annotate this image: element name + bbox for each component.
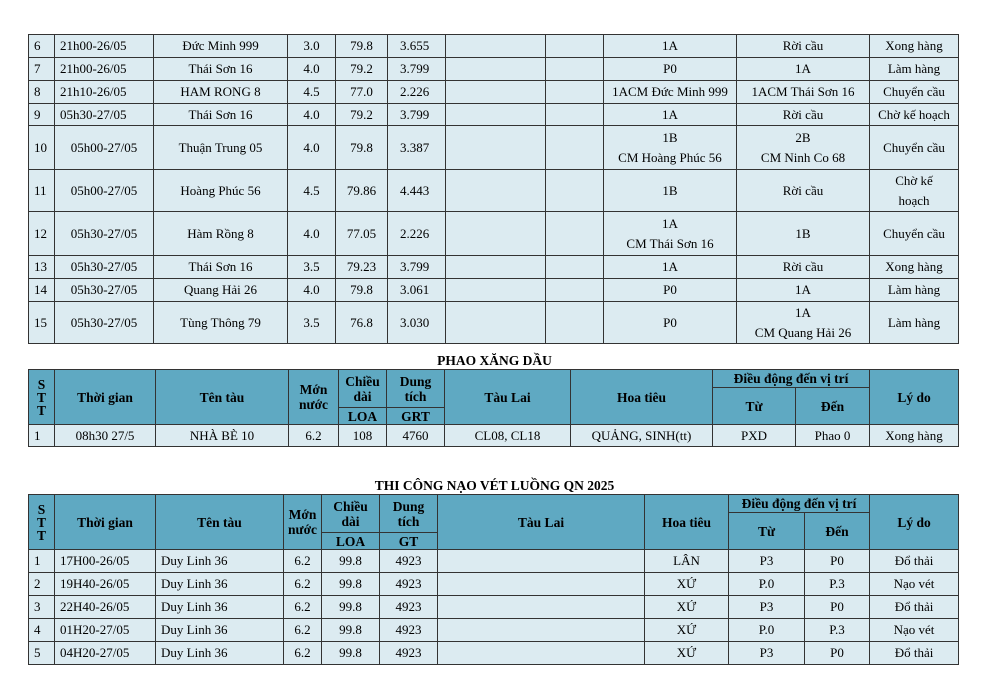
cell-to: [737, 279, 870, 302]
table-row: [29, 425, 959, 447]
cell-draft: 4.0: [288, 279, 336, 302]
header-gt: GT: [380, 533, 438, 550]
cell-time: 05h30-27/05: [55, 279, 154, 302]
cell-stt: 6: [29, 35, 55, 58]
cell-loa: 79.8: [336, 126, 388, 170]
table-row: [29, 642, 959, 665]
section-title-dredging: THI CÔNG NẠO VÉT LUỒNG QN 2025: [374, 478, 615, 493]
vessel-movement-table: [28, 34, 959, 344]
cell-line: 1B: [662, 129, 678, 145]
cell-from: [604, 256, 737, 279]
header-from: Từ: [713, 388, 796, 425]
cell-draft: 6.2: [284, 642, 322, 665]
cell-loa: 108: [339, 425, 387, 447]
cell-draft: 4.5: [288, 81, 336, 104]
cell-reason: [870, 170, 959, 212]
cell-grt: 2.226: [388, 81, 446, 104]
cell-line: 1A: [795, 282, 811, 297]
cell-pilot: [546, 170, 604, 212]
cell-tug: [446, 104, 546, 126]
cell-tug: [446, 212, 546, 256]
cell-from: P.0: [729, 619, 805, 642]
cell-tug: [446, 58, 546, 81]
cell-line: Rời cầu: [782, 259, 824, 274]
cell-ship: Duy Linh 36: [156, 596, 284, 619]
cell-reason: Đổ thải: [870, 596, 959, 619]
cell-grt: 3.061: [388, 279, 446, 302]
table-row: [29, 81, 959, 104]
cell-line: Xong hàng: [885, 38, 943, 53]
cell-ship: NHÀ BÈ 10: [156, 425, 289, 447]
cell-tug: [446, 81, 546, 104]
header-ship: Tên tàu: [156, 370, 289, 425]
cell-draft: 6.2: [284, 619, 322, 642]
header-pilot: Hoa tiêu: [571, 370, 713, 425]
cell-line: 1A: [662, 215, 678, 231]
cell-draft: 4.0: [288, 212, 336, 256]
cell-line: CM Quang Hải 26: [754, 324, 852, 340]
cell-to: P0: [805, 550, 870, 573]
header-grt: GRT: [387, 408, 445, 425]
cell-draft: 6.2: [284, 573, 322, 596]
cell-tug: [438, 642, 645, 665]
cell-ship: HAM RONG 8: [154, 81, 288, 104]
cell-time: 21h00-26/05: [55, 35, 154, 58]
cell-loa: 79.8: [336, 35, 388, 58]
header-draft: Mớn nước: [289, 370, 339, 425]
cell-reason: Nạo vét: [870, 619, 959, 642]
cell-ship: Duy Linh 36: [156, 642, 284, 665]
cell-grt: 3.387: [388, 126, 446, 170]
cell-line: 1A: [662, 106, 678, 122]
cell-loa: 79.86: [336, 170, 388, 212]
cell-ship: Duy Linh 36: [156, 573, 284, 596]
cell-line: Chờ kế: [895, 172, 933, 188]
cell-pilot: [546, 212, 604, 256]
cell-draft: 6.2: [284, 550, 322, 573]
cell-from: P3: [729, 550, 805, 573]
cell-stt: 15: [29, 302, 55, 344]
cell-stt: 5: [29, 642, 55, 665]
header-time: Thời gian: [55, 370, 156, 425]
header-reason: Lý do: [870, 495, 959, 550]
cell-gt: 4923: [380, 550, 438, 573]
cell-to: [737, 302, 870, 344]
fuel-buoy-table: [28, 369, 959, 447]
cell-loa: 99.8: [322, 573, 380, 596]
cell-tug: [438, 619, 645, 642]
header-ship: Tên tàu: [156, 495, 284, 550]
cell-reason: [870, 81, 959, 104]
cell-stt: 3: [29, 596, 55, 619]
cell-line: hoạch: [898, 192, 930, 208]
header-to: Đến: [805, 513, 870, 550]
cell-time: 05h30-27/05: [55, 212, 154, 256]
cell-gt: 4923: [380, 619, 438, 642]
table-row: [29, 212, 959, 256]
header-stt: S T T: [29, 370, 55, 425]
cell-grt: 4.443: [388, 170, 446, 212]
cell-reason: [870, 279, 959, 302]
cell-draft: 6.2: [289, 425, 339, 447]
header-time: Thời gian: [55, 495, 156, 550]
cell-tug: [446, 170, 546, 212]
cell-stt: 7: [29, 58, 55, 81]
cell-time: 21h10-26/05: [55, 81, 154, 104]
cell-time: 17H00-26/05: [55, 550, 156, 573]
cell-tug: [446, 35, 546, 58]
cell-time: 08h30 27/5: [55, 425, 156, 447]
cell-line: P0: [663, 314, 677, 330]
cell-stt: 10: [29, 126, 55, 170]
cell-ship: Thái Sơn 16: [154, 104, 288, 126]
header-loa: LOA: [322, 533, 380, 550]
cell-from: [604, 302, 737, 344]
cell-from: [604, 81, 737, 104]
cell-stt: 14: [29, 279, 55, 302]
table-row: [29, 550, 959, 573]
header-reason: Lý do: [870, 370, 959, 425]
cell-ship: Tùng Thông 79: [154, 302, 288, 344]
cell-reason: Đổ thải: [870, 642, 959, 665]
cell-line: Rời cầu: [782, 182, 824, 198]
cell-line: 1ACM Thái Sơn 16: [751, 84, 855, 99]
cell-from: PXD: [713, 425, 796, 447]
cell-pilot: [546, 81, 604, 104]
cell-grt: 4760: [387, 425, 445, 447]
cell-time: 21h00-26/05: [55, 58, 154, 81]
cell-line: CM Thái Sơn 16: [626, 235, 714, 251]
cell-stt: 11: [29, 170, 55, 212]
cell-ship: Thuận Trung 05: [154, 126, 288, 170]
cell-draft: 4.0: [288, 126, 336, 170]
header-stt: S T T: [29, 495, 55, 550]
cell-pilot: [546, 104, 604, 126]
cell-stt: 8: [29, 81, 55, 104]
cell-tug: [438, 596, 645, 619]
cell-line: 1A: [795, 304, 811, 320]
cell-pilot: [546, 256, 604, 279]
cell-to: P.3: [805, 619, 870, 642]
cell-line: P0: [663, 282, 677, 297]
table-row: [29, 596, 959, 619]
table-row: [29, 279, 959, 302]
cell-gt: 4923: [380, 596, 438, 619]
cell-from: [604, 212, 737, 256]
cell-time: 19H40-26/05: [55, 573, 156, 596]
cell-stt: 12: [29, 212, 55, 256]
cell-reason: [870, 104, 959, 126]
cell-time: 05h30-27/05: [55, 256, 154, 279]
cell-draft: 4.0: [288, 58, 336, 81]
cell-line: 1A: [795, 61, 811, 76]
header-from: Từ: [729, 513, 805, 550]
cell-grt: 2.226: [388, 212, 446, 256]
cell-line: 1A: [662, 38, 678, 53]
cell-loa: 99.8: [322, 619, 380, 642]
cell-loa: 99.8: [322, 596, 380, 619]
cell-to: [737, 170, 870, 212]
cell-tug: [438, 550, 645, 573]
cell-tug: CL08, CL18: [445, 425, 571, 447]
cell-reason: Đổ thải: [870, 550, 959, 573]
cell-pilot: [546, 58, 604, 81]
header-tug: Tàu Lai: [438, 495, 645, 550]
cell-stt: 4: [29, 619, 55, 642]
cell-line: Làm hàng: [887, 61, 941, 76]
cell-line: Chờ kế hoạch: [878, 106, 950, 122]
cell-gt: 4923: [380, 573, 438, 596]
cell-time: 01H20-27/05: [55, 619, 156, 642]
cell-tug: [446, 302, 546, 344]
cell-stt: 1: [29, 425, 55, 447]
cell-loa: 79.23: [336, 256, 388, 279]
cell-reason: [870, 35, 959, 58]
cell-ship: Đức Minh 999: [154, 35, 288, 58]
cell-ship: Duy Linh 36: [156, 550, 284, 573]
cell-tug: [446, 126, 546, 170]
cell-grt: 3.799: [388, 256, 446, 279]
cell-stt: 9: [29, 104, 55, 126]
cell-pilot: [546, 35, 604, 58]
cell-reason: Nạo vét: [870, 573, 959, 596]
cell-to: [737, 58, 870, 81]
cell-grt: 3.799: [388, 58, 446, 81]
cell-from: [604, 279, 737, 302]
cell-ship: Hoàng Phúc 56: [154, 170, 288, 212]
cell-tug: [438, 573, 645, 596]
table-row: [29, 126, 959, 170]
cell-to: [737, 35, 870, 58]
cell-line: 1B: [795, 225, 811, 241]
cell-loa: 79.8: [336, 279, 388, 302]
cell-time: 05h00-27/05: [55, 126, 154, 170]
cell-draft: 6.2: [284, 596, 322, 619]
cell-to: Phao 0: [796, 425, 870, 447]
cell-tug: [446, 279, 546, 302]
cell-pilot: QUẢNG, SINH(tt): [571, 425, 713, 447]
cell-tug: [446, 256, 546, 279]
table-row: [29, 302, 959, 344]
cell-ship: Quang Hải 26: [154, 279, 288, 302]
table-row: [29, 170, 959, 212]
cell-grt: 3.030: [388, 302, 446, 344]
cell-loa: 79.2: [336, 104, 388, 126]
cell-to: P.3: [805, 573, 870, 596]
table-row: [29, 35, 959, 58]
cell-loa: 77.05: [336, 212, 388, 256]
cell-from: P.0: [729, 573, 805, 596]
cell-reason: [870, 302, 959, 344]
cell-line: Chuyển cầu: [883, 139, 945, 155]
header-tug: Tàu Lai: [445, 370, 571, 425]
cell-from: [604, 170, 737, 212]
cell-loa: 79.2: [336, 58, 388, 81]
cell-to: P0: [805, 596, 870, 619]
cell-pilot: [546, 126, 604, 170]
header-length: Chiều dài: [322, 495, 380, 533]
cell-pilot: XỨ: [645, 619, 729, 642]
cell-loa: 99.8: [322, 550, 380, 573]
cell-line: Làm hàng: [887, 282, 941, 297]
header-capacity: Dung tích: [387, 370, 445, 408]
section-title-fuel-buoy: PHAO XĂNG DẦU: [437, 353, 552, 368]
cell-line: Rời cầu: [782, 106, 824, 122]
cell-reason: [870, 126, 959, 170]
cell-time: 05h00-27/05: [55, 170, 154, 212]
cell-reason: [870, 256, 959, 279]
cell-ship: Duy Linh 36: [156, 619, 284, 642]
header-pilot: Hoa tiêu: [645, 495, 729, 550]
cell-line: CM Ninh Co 68: [760, 149, 846, 165]
cell-from: [604, 104, 737, 126]
cell-reason: [870, 58, 959, 81]
header-capacity: Dung tích: [380, 495, 438, 533]
cell-draft: 3.5: [288, 256, 336, 279]
cell-draft: 4.5: [288, 170, 336, 212]
cell-reason: Xong hàng: [870, 425, 959, 447]
cell-to: [737, 104, 870, 126]
table-row: [29, 104, 959, 126]
cell-from: P3: [729, 642, 805, 665]
cell-line: Xong hàng: [885, 259, 943, 274]
cell-pilot: [546, 302, 604, 344]
cell-to: [737, 81, 870, 104]
cell-line: P0: [663, 61, 677, 76]
cell-time: 22H40-26/05: [55, 596, 156, 619]
cell-pilot: XỨ: [645, 642, 729, 665]
cell-to: [737, 126, 870, 170]
cell-time: 05h30-27/05: [55, 104, 154, 126]
cell-time: 05h30-27/05: [55, 302, 154, 344]
cell-draft: 3.5: [288, 302, 336, 344]
header-to: Đến: [796, 388, 870, 425]
table-row: [29, 256, 959, 279]
cell-to: [737, 212, 870, 256]
dredging-table: [28, 494, 959, 665]
cell-pilot: [546, 279, 604, 302]
cell-line: 1ACM Đức Minh 999: [612, 84, 728, 99]
cell-line: Chuyển cầu: [883, 84, 945, 99]
header-move: Điều động đến vị trí: [729, 495, 870, 513]
cell-loa: 77.0: [336, 81, 388, 104]
cell-time: 04H20-27/05: [55, 642, 156, 665]
cell-line: Chuyển cầu: [883, 225, 945, 241]
cell-stt: 2: [29, 573, 55, 596]
cell-loa: 99.8: [322, 642, 380, 665]
cell-draft: 4.0: [288, 104, 336, 126]
cell-ship: Hàm Rồng 8: [154, 212, 288, 256]
table-row: [29, 573, 959, 596]
cell-pilot: LÂN: [645, 550, 729, 573]
cell-grt: 3.799: [388, 104, 446, 126]
cell-line: Rời cầu: [782, 38, 824, 53]
cell-line: 1A: [662, 259, 678, 274]
header-length: Chiều dài: [339, 370, 387, 408]
cell-from: [604, 58, 737, 81]
cell-line: 1B: [662, 182, 678, 198]
cell-pilot: XỨ: [645, 596, 729, 619]
cell-from: [604, 35, 737, 58]
table-row: [29, 619, 959, 642]
cell-ship: Thái Sơn 16: [154, 256, 288, 279]
cell-from: [604, 126, 737, 170]
cell-loa: 76.8: [336, 302, 388, 344]
cell-to: P0: [805, 642, 870, 665]
header-draft: Mớn nước: [284, 495, 322, 550]
cell-gt: 4923: [380, 642, 438, 665]
header-loa: LOA: [339, 408, 387, 425]
cell-stt: 1: [29, 550, 55, 573]
cell-stt: 13: [29, 256, 55, 279]
cell-line: Làm hàng: [887, 314, 941, 330]
cell-ship: Thái Sơn 16: [154, 58, 288, 81]
cell-to: [737, 256, 870, 279]
cell-line: 2B: [795, 129, 811, 145]
header-move: Điều động đến vị trí: [713, 370, 870, 388]
cell-draft: 3.0: [288, 35, 336, 58]
cell-pilot: XỨ: [645, 573, 729, 596]
cell-reason: [870, 212, 959, 256]
cell-line: CM Hoàng Phúc 56: [618, 149, 722, 165]
cell-grt: 3.655: [388, 35, 446, 58]
cell-from: P3: [729, 596, 805, 619]
table-row: [29, 58, 959, 81]
